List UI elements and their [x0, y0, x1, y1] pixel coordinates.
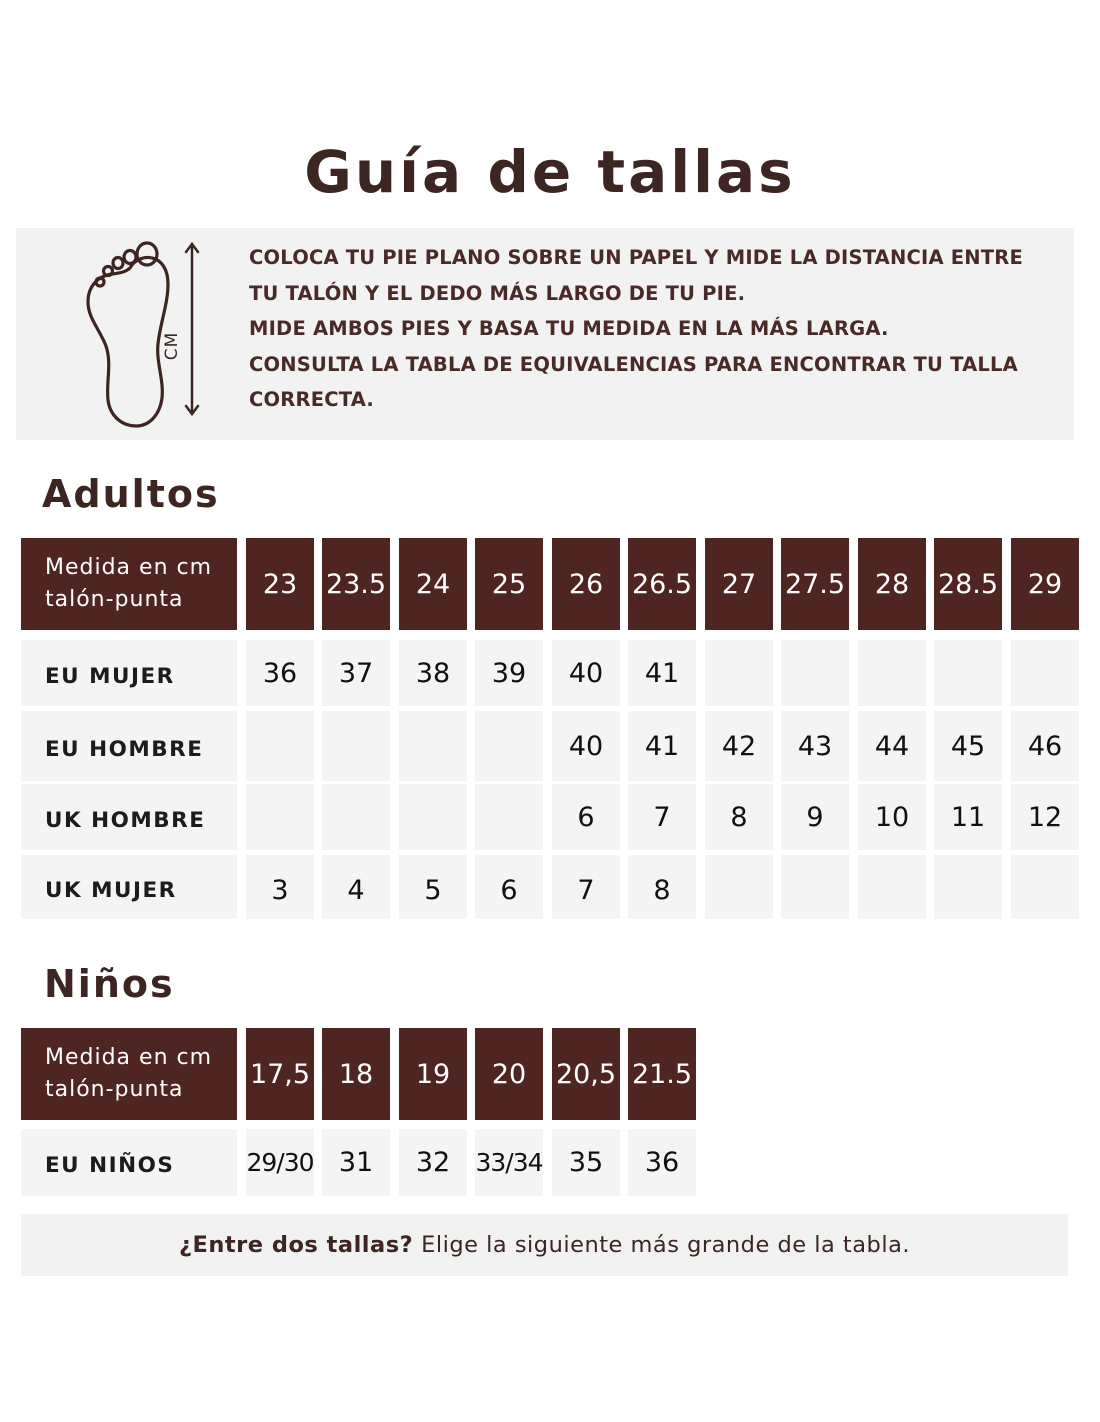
- size-cm-header-cell: 24: [399, 538, 467, 630]
- size-advice-answer: Elige la siguiente más grande de la tabla.: [421, 1232, 911, 1258]
- size-value-cell: [475, 711, 543, 781]
- size-value-cell: 46: [1011, 711, 1079, 781]
- header-label-cell: [21, 538, 237, 630]
- size-value-cell: 36: [246, 640, 314, 706]
- size-cm-header-cell: 23: [246, 538, 314, 630]
- page-title: Guía de tallas: [304, 138, 796, 206]
- size-value-cell: 29/30: [246, 1129, 314, 1196]
- instruction-line: COLOCA TU PIE PLANO SOBRE UN PAPEL Y MIDE LA DISTANCIA ENTRE: [249, 246, 1024, 269]
- size-value-cell: 40: [552, 640, 620, 706]
- size-value-cell: 4: [322, 855, 390, 919]
- row-label-cell: UK HOMBRE: [21, 784, 237, 850]
- size-value-cell: 32: [399, 1129, 467, 1196]
- size-value-cell: [705, 640, 773, 706]
- size-value-cell: [475, 784, 543, 850]
- header-label-line: talón-punta: [45, 587, 184, 612]
- instruction-text: [249, 240, 1049, 418]
- size-value-cell: [1011, 640, 1079, 706]
- size-value-cell: [246, 711, 314, 781]
- double-arrow-icon: [182, 240, 202, 418]
- size-cm-header-cell: 28.5: [934, 538, 1002, 630]
- row-label-cell: UK MUJER: [21, 855, 237, 919]
- size-value-cell: 5: [399, 855, 467, 919]
- size-value-cell: 8: [628, 855, 696, 919]
- size-value-cell: 36: [628, 1129, 696, 1196]
- size-value-cell: 11: [934, 784, 1002, 850]
- size-value-cell: 43: [781, 711, 849, 781]
- size-value-cell: 12: [1011, 784, 1079, 850]
- header-label-line: Medida en cm: [45, 1045, 213, 1070]
- size-value-cell: 35: [552, 1129, 620, 1196]
- size-value-cell: [1011, 855, 1079, 919]
- cm-axis-label: CM: [162, 331, 182, 361]
- size-value-cell: 37: [322, 640, 390, 706]
- size-advice-note: [21, 1214, 1068, 1276]
- instruction-line: CORRECTA.: [249, 388, 374, 411]
- size-value-cell: 7: [552, 855, 620, 919]
- size-value-cell: 8: [705, 784, 773, 850]
- size-cm-header-cell: 29: [1011, 538, 1079, 630]
- row-label-cell: EU HOMBRE: [21, 711, 237, 781]
- size-value-cell: 42: [705, 711, 773, 781]
- size-advice-question: ¿Entre dos tallas?: [178, 1232, 414, 1258]
- measurement-instructions: [16, 228, 1074, 440]
- size-cm-header-cell: 25: [475, 538, 543, 630]
- size-value-cell: 38: [399, 640, 467, 706]
- adults-heading: Adultos: [42, 472, 220, 516]
- size-value-cell: 6: [552, 784, 620, 850]
- size-cm-header-cell: 28: [858, 538, 926, 630]
- size-cm-header-cell: 26.5: [628, 538, 696, 630]
- size-value-cell: [934, 855, 1002, 919]
- header-label-line: Medida en cm: [45, 555, 213, 580]
- header-label-cell: [21, 1028, 237, 1120]
- size-value-cell: 31: [322, 1129, 390, 1196]
- size-value-cell: 40: [552, 711, 620, 781]
- size-value-cell: [705, 855, 773, 919]
- size-value-cell: 3: [246, 855, 314, 919]
- size-value-cell: [246, 784, 314, 850]
- kids-heading: Niños: [44, 962, 175, 1006]
- instruction-line: MIDE AMBOS PIES Y BASA TU MEDIDA EN LA MÁS LARGA.: [249, 317, 889, 340]
- header-label-line: talón-punta: [45, 1077, 184, 1102]
- size-value-cell: 39: [475, 640, 543, 706]
- size-value-cell: 44: [858, 711, 926, 781]
- size-value-cell: [858, 855, 926, 919]
- size-cm-header-cell: 18: [322, 1028, 390, 1120]
- size-cm-header-cell: 19: [399, 1028, 467, 1120]
- size-value-cell: [858, 640, 926, 706]
- size-value-cell: [322, 784, 390, 850]
- size-value-cell: 6: [475, 855, 543, 919]
- row-label-cell: EU NIÑOS: [21, 1129, 237, 1196]
- size-value-cell: 45: [934, 711, 1002, 781]
- size-value-cell: 9: [781, 784, 849, 850]
- size-value-cell: 41: [628, 640, 696, 706]
- size-value-cell: 7: [628, 784, 696, 850]
- size-cm-header-cell: 20,5: [552, 1028, 620, 1120]
- size-value-cell: 41: [628, 711, 696, 781]
- size-value-cell: [781, 640, 849, 706]
- row-label-cell: EU MUJER: [21, 640, 237, 706]
- instruction-line: CONSULTA LA TABLA DE EQUIVALENCIAS PARA ENCONTRAR TU TALLA: [249, 352, 1018, 376]
- size-cm-header-cell: 27: [705, 538, 773, 630]
- size-value-cell: [934, 640, 1002, 706]
- size-cm-header-cell: 17,5: [246, 1028, 314, 1120]
- size-value-cell: [781, 855, 849, 919]
- size-cm-header-cell: 23.5: [322, 538, 390, 630]
- size-cm-header-cell: 20: [475, 1028, 543, 1120]
- size-cm-header-cell: 27.5: [781, 538, 849, 630]
- size-value-cell: [399, 784, 467, 850]
- instruction-line: TU TALÓN Y EL DEDO MÁS LARGO DE TU PIE.: [249, 281, 746, 305]
- size-value-cell: 10: [858, 784, 926, 850]
- size-value-cell: [399, 711, 467, 781]
- size-value-cell: [322, 711, 390, 781]
- size-cm-header-cell: 21.5: [628, 1028, 696, 1120]
- size-value-cell: 33/34: [475, 1129, 543, 1196]
- size-cm-header-cell: 26: [552, 538, 620, 630]
